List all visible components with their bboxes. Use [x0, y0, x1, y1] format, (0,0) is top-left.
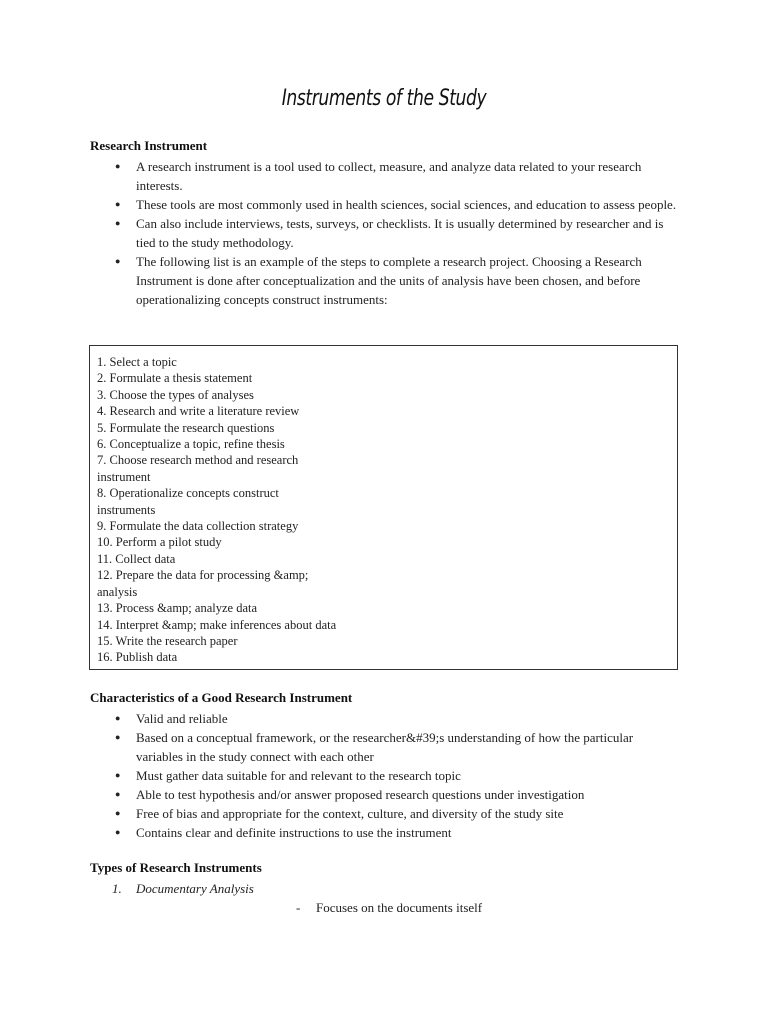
step-item: 3. Choose the types of analyses [97, 387, 254, 402]
type-label: Documentary Analysis [136, 881, 254, 896]
step-item: 15. Write the research paper [97, 633, 238, 648]
bullet-icon: ● [115, 256, 121, 266]
list-item: ● A research instrument is a tool used to collect, measure, and analyze data related to your research interests. [115, 159, 642, 193]
step-item: 7. Choose research method and research instrument [97, 453, 299, 484]
step-item: 8. Operationalize concepts construct instruments [97, 486, 279, 517]
step-item: 10. Perform a pilot study [97, 535, 222, 550]
document-title: Instruments of the Study [281, 86, 487, 111]
list-item: ● Contains clear and definite instructions to use the instrument [115, 825, 452, 840]
dash-icon: - [296, 900, 301, 915]
step-item: 4. Research and write a literature review [97, 404, 300, 419]
step-item: 9. Formulate the data collection strategy [97, 519, 299, 534]
bullet-icon: ● [115, 713, 121, 723]
list-item: ● Valid and reliable [115, 711, 228, 726]
step-item: 16. Publish data [97, 650, 178, 665]
list-item: ● Can also include interviews, tests, surveys, or checklists. It is usually determined by researcher and is tied to the study methodology. [115, 216, 664, 250]
list-item: ● Able to test hypothesis and/or answer proposed research questions under investigation [115, 787, 585, 802]
bullet-icon: ● [115, 827, 121, 837]
characteristics-list [0, 709, 768, 842]
list-item: ● Based on a conceptual framework, or the researcher&#39;s understanding of how the particular variables in the study connect with each other [115, 730, 634, 764]
list-item: ● Free of bias and appropriate for the context, culture, and diversity of the study site [115, 806, 564, 821]
step-item: 14. Interpret &amp; make inferences about data [97, 617, 337, 632]
step-item: 1. Select a topic [97, 355, 177, 369]
sub-list-item: - Focuses on the documents itself [296, 900, 483, 915]
list-number: 1. [112, 881, 122, 896]
list-item [0, 879, 768, 917]
step-item: 11. Collect data [97, 551, 176, 566]
bullet-icon: ● [115, 808, 121, 818]
step-item: 2. Formulate a thesis statement [97, 371, 253, 386]
types-list [0, 879, 768, 917]
list-item: ● Must gather data suitable for and relevant to the research topic [115, 768, 461, 783]
characteristics-heading: Characteristics of a Good Research Instrument [90, 690, 353, 705]
step-item: 13. Process &amp; analyze data [97, 601, 258, 616]
research-instrument-list [0, 157, 768, 309]
research-steps-box [89, 345, 678, 670]
bullet-icon: ● [115, 732, 121, 742]
step-item: 12. Prepare the data for processing &amp; analysis [97, 568, 309, 599]
bullet-icon: ● [115, 199, 121, 209]
types-heading: Types of Research Instruments [90, 860, 262, 875]
list-item: ● These tools are most commonly used in health sciences, social sciences, and education to assess people. [115, 197, 677, 212]
list-item: ● The following list is an example of the steps to complete a research project. Choosing a Research Instrument is done after conceptualization and the units of analysis have been chosen, and before operationalizing concepts construct instruments: [115, 254, 642, 307]
step-item: 6. Conceptualize a topic, refine thesis [97, 437, 285, 452]
bullet-icon: ● [115, 770, 121, 780]
sub-list [136, 898, 768, 917]
bullet-icon: ● [115, 218, 121, 228]
step-item: 5. Formulate the research questions [97, 420, 275, 435]
bullet-icon: ● [115, 161, 121, 171]
bullet-icon: ● [115, 789, 121, 799]
research-instrument-heading: Research Instrument [90, 138, 208, 153]
